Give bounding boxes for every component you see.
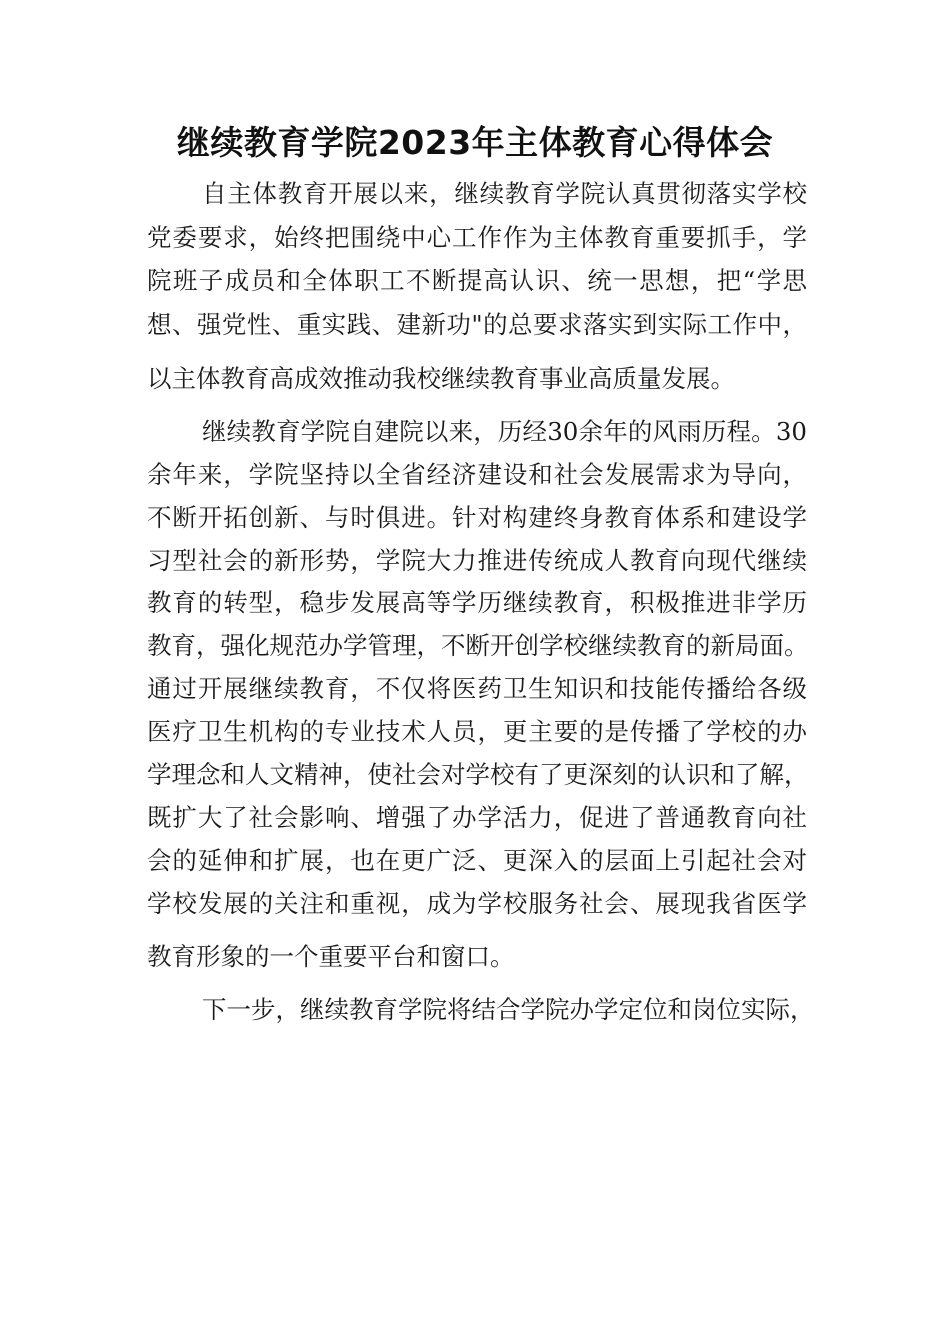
paragraph-3-line-1: 下一步，继续教育学院将结合学院办学定位和岗位实际， <box>202 995 815 1024</box>
document-title: 继续教育学院2023年主体教育心得体会 <box>176 123 774 162</box>
paragraph-2-line-11: 会的延伸和扩展，也在更广泛、更深入的层面上引起社会对 <box>147 846 807 875</box>
paragraph-2-line-5: 教育的转型，稳步发展高等学历继续教育，积极推进非学历 <box>147 588 807 617</box>
paragraph-2-line-13: 教育形象的一个重要平台和窗口。 <box>147 942 515 971</box>
paragraph-2-line-6: 教育，强化规范办学管理，不断开创学校继续教育的新局面。 <box>147 631 809 660</box>
paragraph-2-line-4: 习型社会的新形势，学院大力推进传统成人教育向现代继续 <box>147 546 807 575</box>
paragraph-2-line-3: 不断开拓创新、与时俱进。针对构建终身教育体系和建设学 <box>147 503 807 532</box>
paragraph-1-line-1: 自主体教育开展以来，继续教育学院认真贯彻落实学校 <box>202 179 807 208</box>
paragraph-1-line-4: 想、强党性、重实践、建新功"的总要求落实到实际工作中， <box>147 310 807 339</box>
paragraph-2-line-9: 学理念和人文精神，使社会对学校有了更深刻的认识和了解， <box>147 760 809 789</box>
paragraph-2-line-7: 通过开展继续教育，不仅将医药卫生知识和技能传播给各级 <box>147 674 807 703</box>
paragraph-2-line-2: 余年来，学院坚持以全省经济建设和社会发展需求为导向， <box>147 460 807 489</box>
paragraph-2-line-8: 医疗卫生机构的专业技术人员，更主要的是传播了学校的办 <box>147 717 807 746</box>
paragraph-1-line-2: 党委要求，始终把围绕中心工作作为主体教育重要抓手，学 <box>147 223 807 252</box>
paragraph-2-line-10: 既扩大了社会影响、增强了办学活力，促进了普通教育向社 <box>147 803 807 832</box>
paragraph-2-line-1: 继续教育学院自建院以来，历经30余年的风雨历程。30 <box>202 417 807 446</box>
paragraph-1-line-3: 院班子成员和全体职工不断提高认识、统一思想，把“学思 <box>147 266 807 295</box>
paragraph-1-line-5: 以主体教育高成效推动我校继续教育事业高质量发展。 <box>147 364 735 393</box>
paragraph-2-line-12: 学校发展的关注和重视，成为学校服务社会、展现我省医学 <box>147 889 807 918</box>
